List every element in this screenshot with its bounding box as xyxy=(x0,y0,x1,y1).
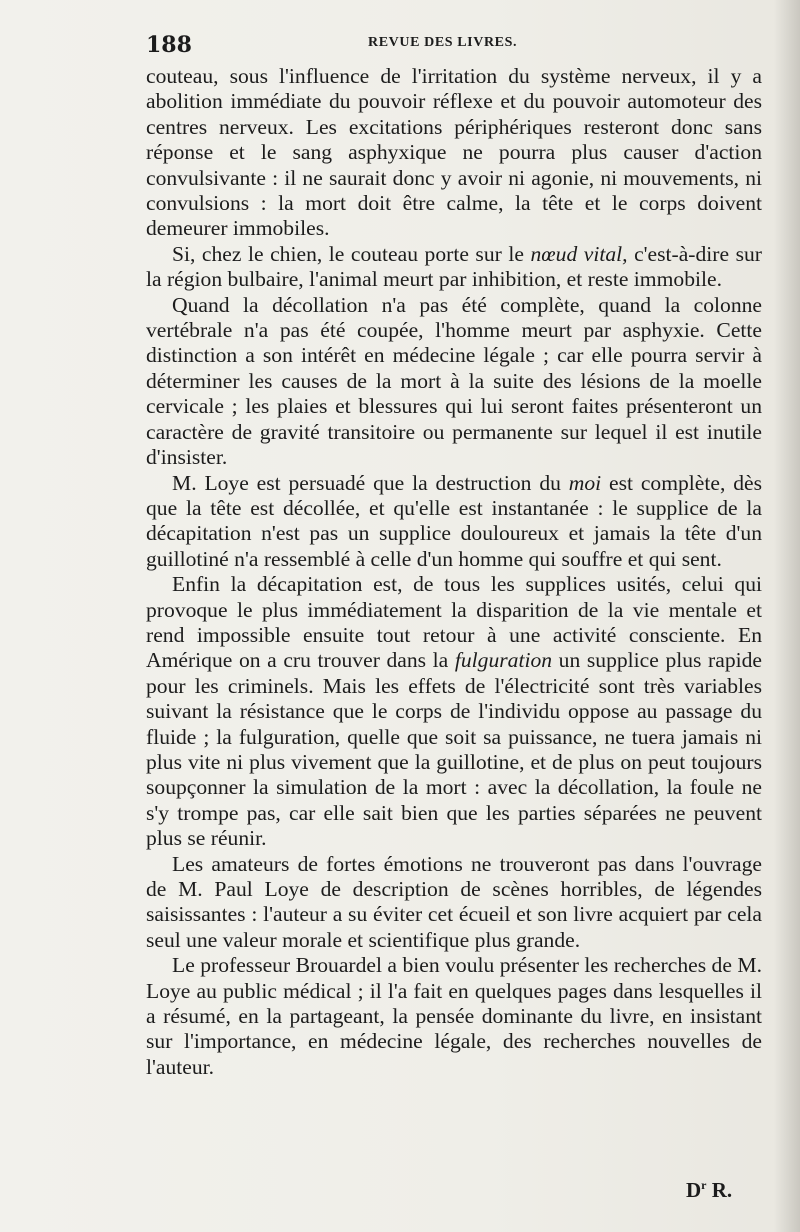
paragraph-1 xyxy=(146,64,762,242)
paragraph-4 xyxy=(146,471,762,573)
paragraph-text: Les amateurs de fortes émotions ne trouveront pas dans l'ouvrage de M. Paul Loye de description de scènes horribles, de légendes saisissantes : l'auteur a su éviter cet écueil et son livre acquiert par cela seul une valeur morale et scientifique plus grande. xyxy=(146,851,762,952)
paragraph-2 xyxy=(146,242,762,293)
signature-prefix: D xyxy=(686,1178,702,1202)
italic-term: fulguration xyxy=(454,648,553,673)
paragraph-text: couteau, sous l'influence de l'irritation du système nerveux, il y a abolition immédiate du pouvoir réflexe et du pouvoir automoteur des centres nerveux. Les excitations périphériques resteront donc sans réponse et le sang asphyxique ne pourra plus causer d'action convulsivante : il ne saurait donc y avoir ni agonie, ni mouvements, ni convulsions : la mort doit être calme, la tête et le corps doivent demeurer immobiles. xyxy=(146,64,762,241)
running-head: REVUE DES LIVRES. xyxy=(368,35,518,50)
signature-name: R. xyxy=(706,1178,733,1202)
paragraph-7 xyxy=(146,953,762,1080)
body-text xyxy=(146,64,762,1080)
italic-term: nœud vital, xyxy=(530,241,628,266)
paragraph-text: c'est-à-dire sur la région bulbaire, l'animal meurt par inhibition, et reste immobile. xyxy=(146,241,762,292)
paragraph-text: un supplice plus rapide pour les criminels. Mais les effets de l'électricité sont très variables suivant la résistance que le corps de l'individu oppose au passage du fluide ; la fulguration, quelle que soit sa puissance, ne tuera jamais ni plus vite ni plus vivement que la guillotine, et de plus on peut toujours soupçonner la simulation de la mort : avec la décollation, la foule ne s'y trompe pas, car elle sait bien que les parties séparées ne peuvent plus se réunir. xyxy=(146,648,762,851)
page-number: 188 xyxy=(146,32,192,58)
page-header xyxy=(146,28,752,58)
paragraph-text: Si, chez le chien, le couteau porte sur le xyxy=(172,241,531,266)
paragraph-text: M. Loye est persuadé que la destruction du xyxy=(172,470,569,495)
paragraph-text: Enfin la décapitation est, de tous les supplices usités, celui qui provoque le plus immédiatement la disparition de la vie mentale et rend impossible ensuite tout retour à une activité consciente. En Amérique on a cru trouver dans la xyxy=(146,572,762,673)
italic-term: moi xyxy=(568,470,602,495)
page-edge-shadow xyxy=(774,0,800,1232)
paragraph-text: Le professeur Brouardel a bien voulu présenter les recherches de M. Loye au public médical ; il l'a fait en quelques pages dans lesquelles il a résumé, en la partageant, la pensée dominante du livre, en insistant sur l'importance, en médecine légale, des recherches nouvelles de l'auteur. xyxy=(146,953,762,1079)
paragraph-3 xyxy=(146,293,762,471)
paragraph-5 xyxy=(146,572,762,851)
paragraph-text: Quand la décollation n'a pas été complète, quand la colonne vertébrale n'a pas été coupée, l'homme meurt par asphyxie. Cette distinction a son intérêt en médecine légale ; car elle pourra servir à déterminer les causes de la mort à la suite des lésions de la moelle cervicale ; les plaies et blessures qui lui seront faites présenteront un caractère de gravité transitoire ou permanente sur lequel il est inutile d'insister. xyxy=(146,292,762,470)
paragraph-6 xyxy=(146,852,762,954)
signature-superscript: r xyxy=(701,1178,707,1192)
paragraph-text: est complète, dès que la tête est décollée, et qu'elle est instantanée : le supplice de la décapitation n'est pas un supplice douloureux et jamais la tête d'un guillotiné n'a ressemblé à celle d'un homme qui souffre et qui sent. xyxy=(146,470,763,571)
signature xyxy=(686,1178,732,1203)
